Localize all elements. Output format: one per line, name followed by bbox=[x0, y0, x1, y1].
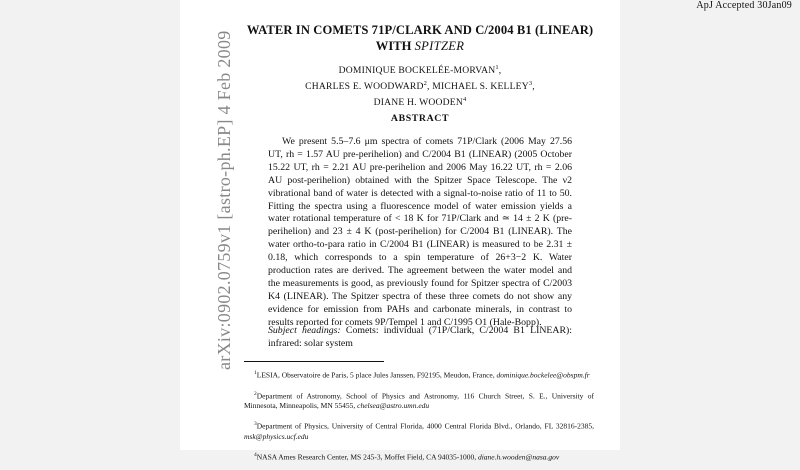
footnote-mark: 1 bbox=[254, 370, 257, 376]
footnote bbox=[244, 389, 594, 412]
title-line-2 bbox=[242, 38, 598, 54]
subject-text: Comets: individual (71P/Clark, C/2004 B1 LINEAR): infrared: solar system bbox=[268, 325, 572, 349]
author-mark: 3 bbox=[528, 80, 533, 88]
subject-headings bbox=[268, 325, 572, 351]
abstract-heading: ABSTRACT bbox=[390, 113, 450, 124]
author-list: DOMINIQUE BOCKELÉE-MORVAN$^1$, CHARLES E. WOODWARD$^2$, MICHAEL S. KELLEY$^3$, DIANE H. WOODEN$^4$ bbox=[305, 64, 535, 109]
author-mark: 4 bbox=[462, 96, 467, 104]
footnote-email: chelsea@astro.umn.edu bbox=[357, 401, 430, 410]
author-mark: 1 bbox=[495, 64, 499, 71]
subject-label: Subject headings: bbox=[268, 325, 341, 336]
footnote bbox=[244, 419, 594, 442]
author-name: DIANE H. WOODEN bbox=[373, 97, 463, 109]
abstract-text: We present 5.5–7.6 μm spectra of comets 71P/Clark (2006 May 27.56 UT, rh = 1.57 AU pre-perihelion) and C/2004 B1 (LINEAR) (2005 October 15.22 UT, rh = 2.21 AU pre-perihelion and 2006 May 16.22 UT, rh = 2.06 AU post-perihelion) obtained with the Spitzer Space Telescope. The ν2 vibrational band of water is detected with a signal-to-noise ratio of 11 to 50. Fitting the spectra using a fluorescence model of water emission yields a water rotational temperature of < 18 K for 71P/Clark and ≃ 14 ± 2 K (pre-perihelion) and 23 ± 4 K (post-perihelion) for C/2004 B1 (LINEAR). The water ortho-to-para ratio in C/2004 B1 (LINEAR) is measured to be 2.31 ± 0.18, which corresponds to a spin temperature of 26+3−2 K. Water production rates are derived. The agreement between the water model and the measurements is good, as previously found for Spitzer spectra of C/2003 K4 (LINEAR). The Spitzer spectra of these three comets do not show any evidence for emission from PAHs and carbonate minerals, in contrast to results reported for comets 9P/Tempel 1 and C/1995 O1 (Hale-Bopp). bbox=[268, 136, 572, 328]
footnotes bbox=[244, 368, 594, 470]
footnote-mark: 3 bbox=[254, 421, 257, 427]
title-line-1: WATER IN COMETS 71P/CLARK AND C/2004 B1 (LINEAR) bbox=[246, 23, 594, 37]
paper-title bbox=[242, 22, 598, 54]
footnote-text: Department of Physics, University of Central Florida, 4000 Central Florida Blvd., Orlando, FL 32816-2385, bbox=[256, 421, 594, 431]
author-name: CHARLES E. WOODWARD bbox=[305, 81, 424, 93]
author-name: DOMINIQUE BOCKELÉE-MORVAN bbox=[338, 65, 496, 77]
footnote-email: dominique.bockelee@obspm.fr bbox=[496, 370, 590, 380]
acceptance-note: ApJ Accepted 30Jan09 bbox=[696, 0, 792, 11]
footnote-mark: 2 bbox=[254, 390, 257, 397]
footnote-email: diane.h.wooden@nasa.gov bbox=[477, 452, 560, 461]
author-name: MICHAEL S. KELLEY bbox=[432, 81, 529, 93]
footnote bbox=[244, 450, 594, 463]
footnote-text: NASA Ames Research Center, MS 245-3, Moffet Field, CA 94035-1000, bbox=[256, 452, 477, 461]
footnote-text: Department of Astronomy, School of Physics and Astronomy, 116 Church Street, S. E., University of Minnesota, Minneapolis, MN 55455, bbox=[244, 391, 594, 410]
title-with: WITH bbox=[375, 39, 412, 53]
footnote-email: msk@physics.ucf.edu bbox=[244, 431, 309, 441]
title-spitzer: SPITZER bbox=[414, 39, 465, 53]
footnote-mark: 4 bbox=[254, 451, 257, 458]
arxiv-sidebar bbox=[214, 30, 234, 370]
author-mark: 2 bbox=[423, 80, 428, 88]
footnote-text: LESIA, Observatoire de Paris, 5 place Jules Janssen, F92195, Meudon, France, bbox=[256, 370, 495, 380]
footnote bbox=[244, 368, 594, 381]
abstract-body bbox=[268, 136, 572, 330]
footnote-rule bbox=[244, 361, 384, 362]
arxiv-identifier: arXiv:0902.0759v1 [astro-ph.EP] 4 Feb 2009 bbox=[214, 30, 234, 370]
